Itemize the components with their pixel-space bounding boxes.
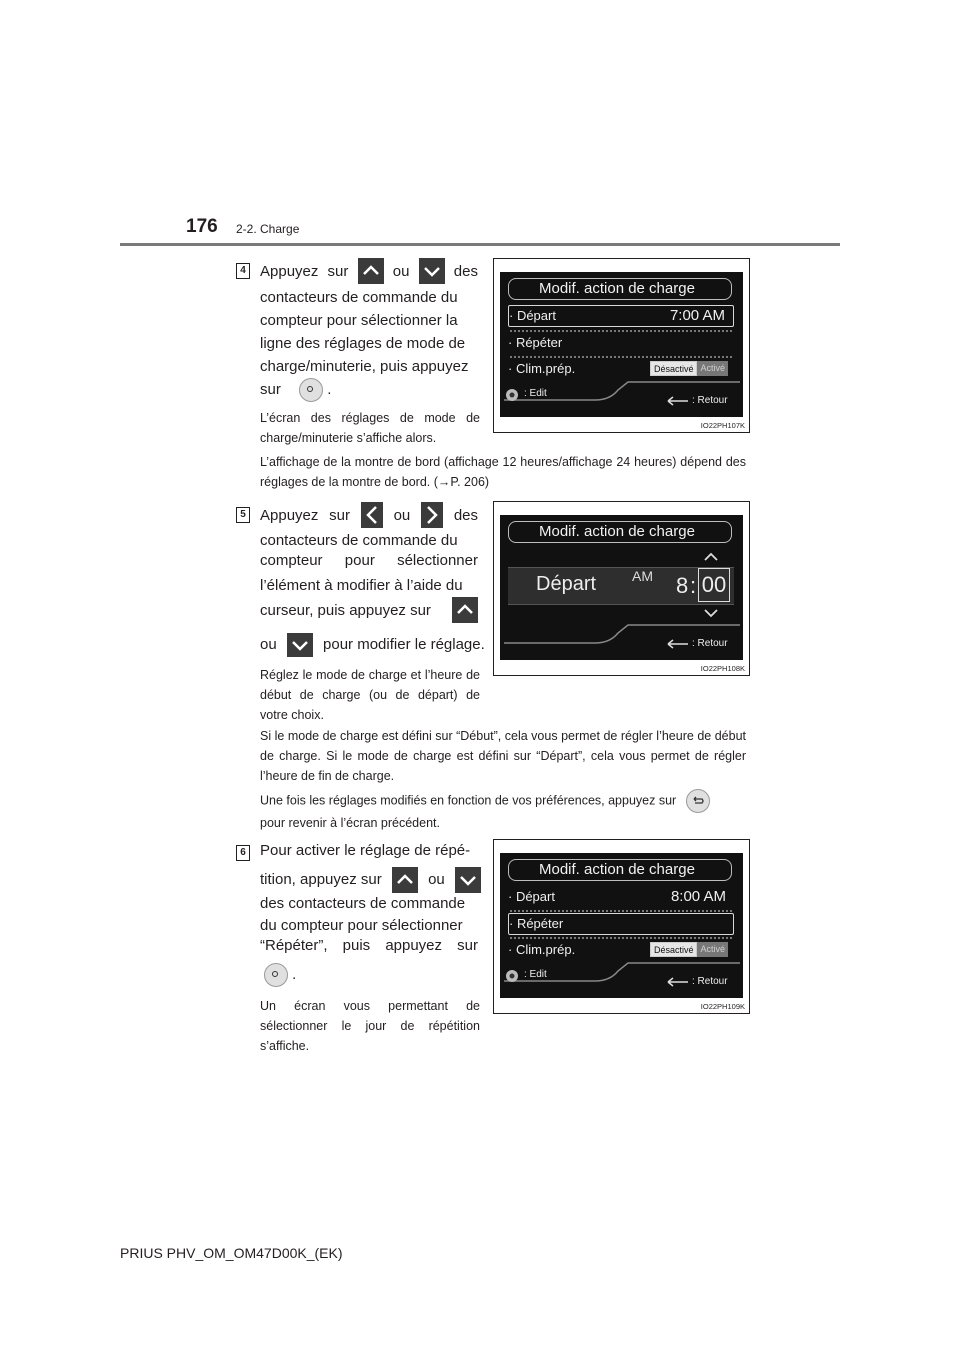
text: ou [428,870,445,888]
step4-line6 [260,378,331,402]
step5-line2: contacteurs de commande du [260,532,458,549]
text: sélectionner [397,552,478,569]
text: pour revenir à l’écran précédent. [260,816,440,830]
figure-caption: IO22PH107K [700,421,745,430]
figure-caption: IO22PH108K [700,664,745,673]
text: sur [329,506,350,524]
edit-label: : Edit [524,388,547,399]
step5-note1: Réglez le mode de charge et l’heure de début de charge (ou de départ) de votre choix. [260,668,480,722]
step5-line4: l’élément à modifier à l’aide du [260,577,463,594]
figure-2 [493,501,750,676]
meter-screen [500,272,743,417]
section-title: 2-2. Charge [236,222,300,236]
text: · Clim.prép. [508,942,576,957]
page-number: 176 [186,216,218,237]
enter-button-icon [264,963,288,987]
step-number-5: 5 [236,507,250,523]
chevron-down-icon [287,633,313,657]
step6-line2 [260,867,481,893]
step5-note3 [260,789,746,833]
figure-3 [493,839,750,1014]
text: puis [342,937,371,954]
step4-line5: charge/minuterie, puis appuyez [260,358,469,375]
screen-title: Modif. action de charge [508,521,732,543]
meter-screen [500,853,743,998]
step4-line2: contacteurs de commande du [260,289,458,306]
text: compteur [260,552,323,569]
chevron-down-icon [419,258,445,284]
step5-line6 [260,633,485,657]
text: curseur, puis appuyez sur [260,601,431,619]
text: pour modifier le réglage. [323,635,485,653]
screen-title: Modif. action de charge [508,278,732,300]
colon: : [690,573,697,598]
text: · Départ [508,889,555,904]
toggle-off: Désactivé [650,361,698,376]
text: . [327,380,332,398]
text: Appuyez [260,506,319,524]
screen-title: Modif. action de charge [508,859,732,881]
text: Appuyez [260,262,319,280]
step6-line1: Pour activer le réglage de répé- [260,842,471,859]
text: ou [393,506,411,524]
header-rule [120,243,840,246]
time-value: 8:00 AM [670,888,726,905]
minute-cursor: 00 [698,568,730,602]
step4-note2: L’affichage de la montre de bord (affichage 12 heures/affichage 24 heures) dépend des réglages de la montre de bord. (→P. 206) [260,455,746,489]
step6-note1: Un écran vous permettant de sélectionner le jour de répétition s’affiche. [260,999,480,1053]
chevron-right-icon [421,502,443,528]
step-number-6: 6 [236,845,250,861]
text: appuyez [385,937,443,954]
step5-note2: Si le mode de charge est défini sur “Début”, cela vous permet de régler l’heure de début de charge. Si le mode de charge est défini sur “Départ”, cela vous permet de régler l’heure de fin de charge. [260,729,746,783]
chevron-up-icon [358,258,384,284]
ampm: AM [632,568,653,584]
meter-screen [500,515,743,660]
text: Une fois les réglages modifiés en fonction de vos préférences, appuyez sur [260,793,677,808]
step4-line4: ligne des réglages de mode de [260,335,466,352]
text: · Clim.prép. [508,361,576,376]
step4-line1 [260,258,478,284]
text: sur [327,262,349,280]
step5-line5 [260,597,478,623]
back-button-icon [686,789,710,813]
text: sur [260,380,281,398]
label-depart: Départ [536,573,597,595]
toggle-on: Activé [697,361,728,376]
edit-label: : Edit [524,969,547,980]
toggle-off: Désactivé [650,942,698,957]
step6-line6 [260,963,296,987]
back-label: : Retour [692,638,728,649]
text: . [292,965,297,983]
step6-line3: des contacteurs de commande [260,895,466,912]
text: tition, appuyez sur [260,870,382,888]
chevron-up-icon [392,867,418,893]
text: · Départ [509,308,556,323]
step-number-4: 4 [236,263,250,279]
text: des [453,262,478,280]
time-value: 7:00 AM [669,307,725,324]
row-repeter: · Répéter [508,335,563,350]
text: “Répéter”, [260,937,328,954]
hour: 8 [676,573,689,598]
step4-note1: L’écran des réglages de mode de charge/minuterie s’affiche alors. [260,411,480,445]
doc-code: PRIUS PHV_OM_OM47D00K_(EK) [120,1245,343,1261]
step5-line3 [260,552,478,569]
back-label: : Retour [692,976,728,987]
text: sur [457,937,478,954]
figure-caption: IO22PH109K [700,1002,745,1011]
step6-line5 [260,937,478,954]
chevron-left-icon [361,502,383,528]
back-label: : Retour [692,395,728,406]
enter-button-icon [299,378,323,402]
text: ou [392,262,410,280]
row-repeter: · Répéter [508,913,734,935]
step6-line4: du compteur pour sélectionner [260,917,463,934]
step4-line3: compteur pour sélectionner la [260,312,458,329]
step5-line1 [260,502,478,528]
chevron-down-icon [455,867,481,893]
text: des [453,506,478,524]
toggle-on: Activé [697,942,728,957]
text: pour [344,552,375,569]
text: ou [260,635,277,653]
figure-1 [493,258,750,433]
chevron-up-icon [452,597,478,623]
